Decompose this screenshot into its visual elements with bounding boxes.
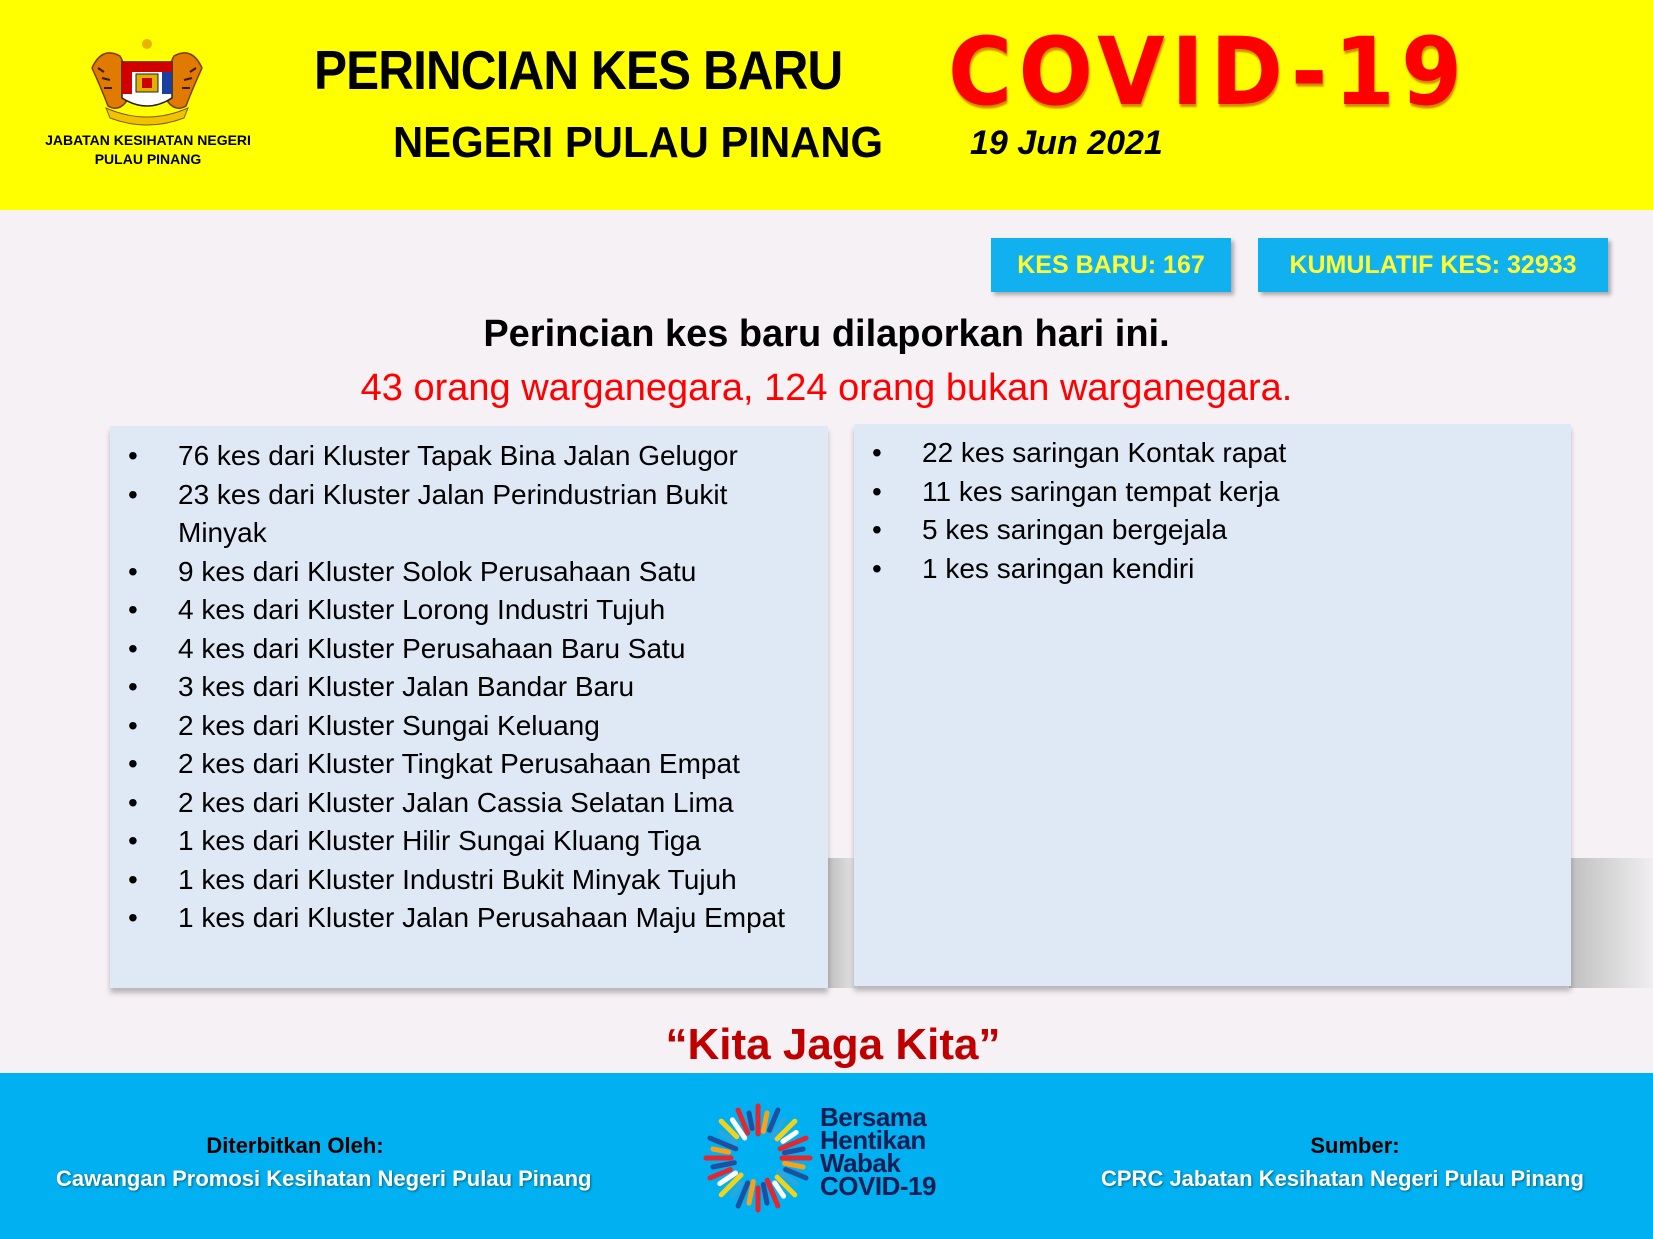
list-item: • 1 kes dari Kluster Jalan Perusahaan Maju Empat — [110, 899, 810, 938]
campaign-line-4: COVID-19 — [820, 1171, 936, 1201]
list-item: • 2 kes dari Kluster Jalan Cassia Selatan Lima — [110, 784, 810, 823]
report-date: 19 Jun 2021 — [970, 124, 1163, 162]
list-item: • 76 kes dari Kluster Tapak Bina Jalan Gelugor — [110, 437, 810, 476]
agency-line-1: JABATAN KESIHATAN NEGERI — [45, 132, 251, 148]
list-item: • 5 kes saringan bergejala — [854, 511, 1554, 550]
list-item: • 23 kes dari Kluster Jalan Perindustrian Bukit Minyak — [110, 476, 810, 553]
page-title: PERINCIAN KES BARU — [314, 39, 843, 101]
summary-heading: Perincian kes baru dilaporkan hari ini. — [483, 313, 1170, 355]
campaign-line-3: Wabak — [820, 1148, 901, 1178]
colorful-burst-icon — [698, 1098, 818, 1218]
list-item: • 9 kes dari Kluster Solok Perusahaan Satu — [110, 553, 810, 592]
cumulative-cases-badge: KUMULATIF KES: 32933 — [1258, 238, 1608, 292]
list-item: • 1 kes dari Kluster Hilir Sungai Kluang Tiga — [110, 822, 810, 861]
agency-name — [20, 131, 276, 169]
source-name: CPRC Jabatan Kesihatan Negeri Pulau Pinang — [1101, 1166, 1584, 1191]
covid-title: COVID-19 — [948, 18, 1469, 127]
panel-shadow-right — [1569, 858, 1653, 988]
panel-shadow-left — [826, 858, 856, 988]
campaign-line-2: Hentikan — [820, 1125, 926, 1155]
screening-list — [854, 434, 1554, 588]
campaign-line-1: Bersama — [820, 1102, 927, 1132]
list-item: • 22 kes saringan Kontak rapat — [854, 434, 1554, 473]
source-label: Sumber: — [1310, 1133, 1400, 1158]
cluster-list — [110, 437, 810, 938]
publisher-label: Diterbitkan Oleh: — [206, 1133, 384, 1158]
new-cases-badge: KES BARU: 167 — [991, 238, 1231, 292]
list-item: • 2 kes dari Kluster Sungai Keluang — [110, 707, 810, 746]
list-item: • 3 kes dari Kluster Jalan Bandar Baru — [110, 668, 810, 707]
coat-of-arms-icon — [84, 38, 210, 130]
agency-line-2: PULAU PINANG — [94, 151, 202, 167]
publisher-name: Cawangan Promosi Kesihatan Negeri Pulau Pinang — [56, 1166, 592, 1191]
citizenship-breakdown: 43 orang warganegara, 124 orang bukan warganegara. — [360, 367, 1293, 409]
list-item: • 4 kes dari Kluster Lorong Industri Tujuh — [110, 591, 810, 630]
list-item: • 4 kes dari Kluster Perusahaan Baru Satu — [110, 630, 810, 669]
list-item: • 1 kes saringan kendiri — [854, 550, 1554, 589]
list-item: • 1 kes dari Kluster Industri Bukit Minyak Tujuh — [110, 861, 810, 900]
state-title: NEGERI PULAU PINANG — [393, 118, 884, 167]
list-item: • 11 kes saringan tempat kerja — [854, 473, 1554, 512]
list-item: • 2 kes dari Kluster Tingkat Perusahaan Empat — [110, 745, 810, 784]
slogan: “Kita Jaga Kita” — [665, 1020, 1001, 1069]
campaign-logo-text — [820, 1102, 936, 1201]
